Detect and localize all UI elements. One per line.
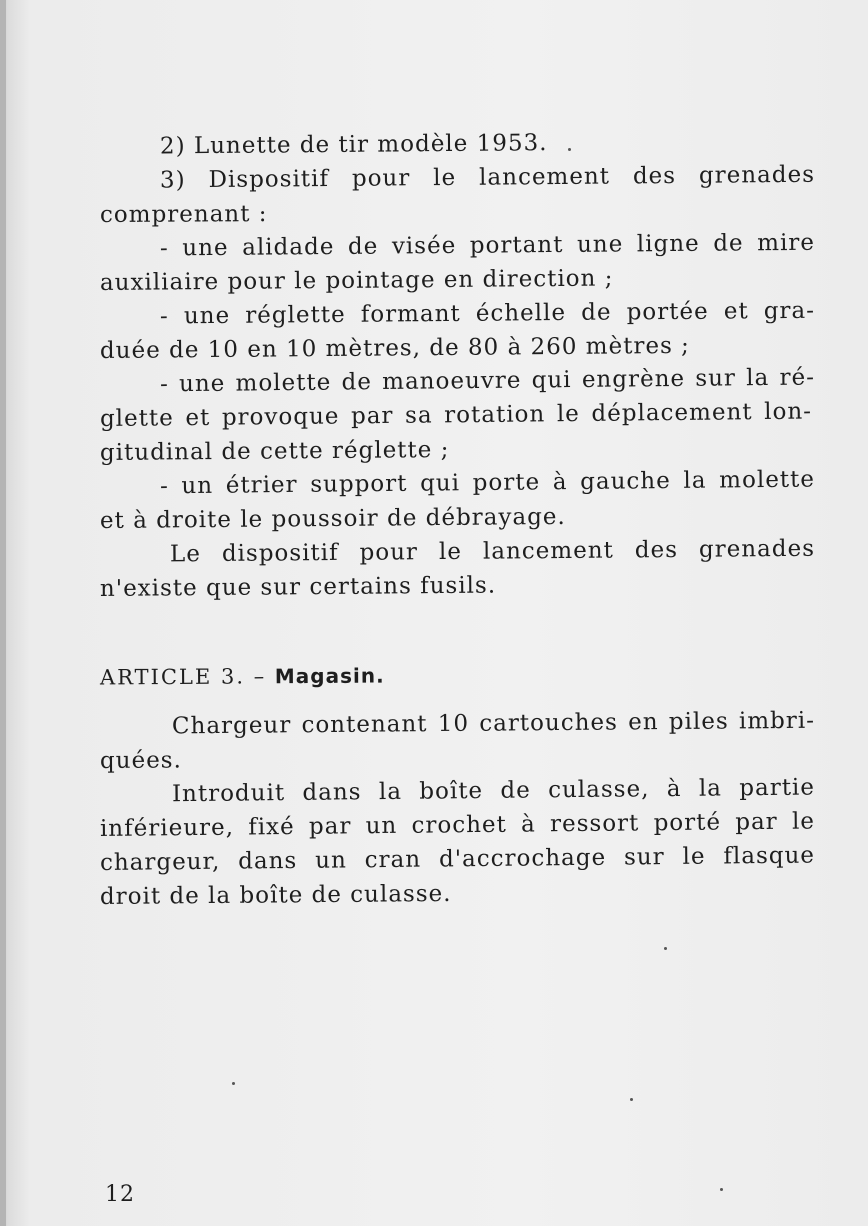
text-line: inférieure, fixé par un crochet à ressort porté par le: [99, 808, 816, 842]
text-line: comprenant :: [99, 201, 268, 228]
article-title: Magasin.: [274, 663, 385, 689]
text-line: n'existe que sur certains fusils.: [99, 572, 497, 602]
text-line: 2) Lunette de tir modèle 1953.: [159, 130, 548, 160]
text-line: - une molette de manoeuvre qui engrène sur la ré-: [159, 364, 816, 398]
article-heading: [100, 656, 815, 695]
text-line: - une alidade de visée portant une ligne de mire: [159, 229, 816, 262]
page-number: 12: [105, 1182, 135, 1207]
article-label: ARTICLE 3. –: [99, 664, 267, 690]
text-line: et à droite le poussoir de débrayage.: [99, 503, 566, 534]
text-line: Chargeur contenant 10 cartouches en piles imbri-: [171, 707, 816, 740]
text-line: - un étrier support qui porte à gauche la molette: [159, 466, 816, 500]
text-line: droit de la boîte de culasse.: [99, 880, 452, 910]
page-spine-shadow: [0, 0, 6, 1226]
text-line: auxiliaire pour le pointage en direction ;: [99, 265, 614, 296]
text-line: Le dispositif pour le lancement des grenades: [169, 535, 816, 568]
text-line: duée de 10 en 10 mètres, de 80 à 260 mètres ;: [99, 332, 690, 364]
scan-speck: [630, 1098, 633, 1101]
text-line: 3) Dispositif pour le lancement des grenades: [159, 161, 816, 194]
body-text: [100, 130, 815, 914]
text-line: quées.: [99, 747, 182, 774]
scan-speck: [720, 1188, 723, 1191]
text-line: chargeur, dans un cran d'accrochage sur le flasque: [99, 842, 816, 876]
text-line: glette et provoque par sa rotation le déplacement lon-: [99, 398, 813, 432]
text-line: Introduit dans la boîte de culasse, à la partie: [171, 774, 816, 808]
scan-speck: [568, 148, 571, 151]
scan-speck: [664, 947, 667, 950]
text-line: gitudinal de cette réglette ;: [99, 436, 450, 466]
spacer: [100, 606, 815, 658]
scan-speck: [232, 1082, 235, 1085]
text-line: - une réglette formant échelle de portée et gra-: [159, 297, 816, 330]
